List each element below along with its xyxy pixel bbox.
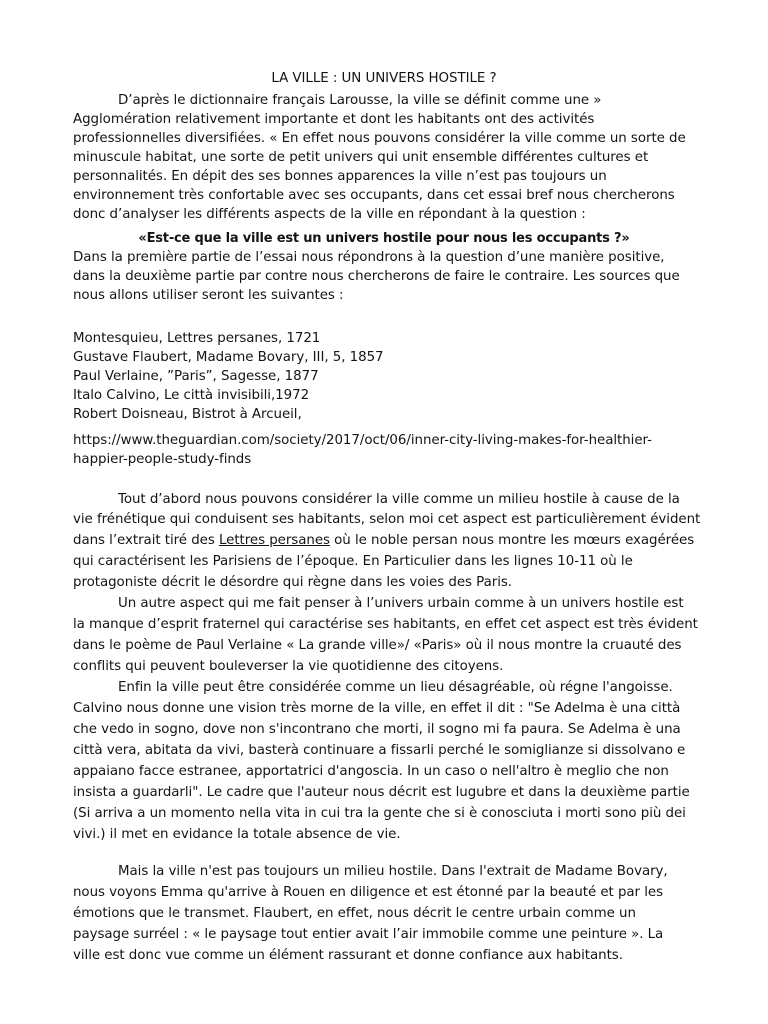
para1-line [73,532,694,550]
para4-line: ville est donc vue comme un élément rassurant et donne confiance aux habitants. [73,948,623,963]
source-url: happier-people-study-finds [73,452,252,467]
para4-line: nous voyons Emma qu'arrive à Rouen en diligence et est étonné par la beauté et par les [73,885,663,900]
para3-line: appaiano facce estranee, apportatrici d'angoscia. In un caso o nell'altro è meglio che non [73,764,669,779]
para1-line: protagoniste décrit le désordre qui règne dans les voies des Paris. [73,575,512,590]
source-item: Gustave Flaubert, Madame Bovary, III, 5, 1857 [73,350,384,365]
para1-line: qui caractérisent les Parisiens de l’époque. En Particulier dans les lignes 10-11 où le [73,554,633,569]
source-item: Robert Doisneau, Bistrot à Arcueil, [73,407,302,422]
para1-text: dans l’extrait tiré des [73,533,219,548]
para4-line: émotions que le transmet. Flaubert, en effet, nous décrit le centre urbain comme un [73,906,636,921]
para3-line: vivi.) il met en evidance la totale absence de vie. [73,827,401,842]
intro-line: environnement très confortable avec ses occupants, dans cet essai bref nous chercherons [73,188,675,203]
plan-line: Dans la première partie de l’essai nous répondrons à la question d’une manière positive, [73,250,665,265]
plan-line: nous allons utiliser seront les suivantes : [73,288,344,303]
para1-line: vie frénétique qui conduisent ses habitants, selon moi cet aspect est particulièrement évident [73,512,701,527]
para2-line: Un autre aspect qui me fait penser à l’univers urbain comme à un univers hostile est [118,596,684,611]
para2-line: conflits qui peuvent bouleverser la vie quotidienne des citoyens. [73,659,504,674]
para3-line: Calvino nous donne une vision très morne de la ville, en effet il dit : "Se Adelma è una città [73,701,681,716]
para3-line: che vedo in sogno, dove non s'incontrano che morti, il sogno mi fa paura. Se Adelma è una [73,722,681,737]
lettres-persanes-title: Lettres persanes [218,533,330,548]
intro-line: minuscule habitat, une sorte de petit univers qui unit ensemble différentes cultures et [73,150,649,165]
intro-line: D’après le dictionnaire français Larousse, la ville se définit comme une » [118,93,602,108]
source-item: Paul Verlaine, ”Paris”, Sagesse, 1877 [73,369,319,384]
para4-line: paysage surréel : « le paysage tout entier avait l’air immobile comme une peinture ». La [73,927,664,942]
para1-text: où le noble persan nous montre les mœurs exagérées [329,533,695,548]
para2-line: dans le poème de Paul Verlaine « La grande ville»/ «Paris» où il nous montre la cruauté des [73,638,682,653]
central-question: «Est-ce que la ville est un univers hostile pour nous les occupants ?» [138,231,630,246]
source-item: Italo Calvino, Le città invisibili,1972 [73,388,310,403]
intro-line: professionnelles diversifiées. « En effet nous pouvons considérer la ville comme un sorte de [73,131,686,146]
para1-line: Tout d’abord nous pouvons considérer la ville comme un milieu hostile à cause de la [118,492,680,507]
intro-line: donc d’analyser les différents aspects de la ville en répondant à la question : [73,207,586,222]
intro-line: Agglomération relativement importante et dont les habitants ont des activités [73,112,595,127]
para4-line: Mais la ville n'est pas toujours un milieu hostile. Dans l'extrait de Madame Bovary, [118,864,668,879]
page-title: LA VILLE : UN UNIVERS HOSTILE ? [271,71,497,86]
para3-line: Enfin la ville peut être considérée comme un lieu désagréable, où régne l'angoisse. [118,680,673,695]
para3-line: città vera, abitata da vivi, basterà continuare a fissarli perché le somiglianze si dissolvano e [73,743,686,758]
para3-line: (Si arriva a un momento nella vita in cui tra la gente che si è conosciuta i morti sono più dei [73,806,686,821]
source-item: Montesquieu, Lettres persanes, 1721 [73,331,321,346]
para2-line: la manque d’esprit fraternel qui caractérise ses habitants, en effet cet aspect est très évident [73,617,698,632]
source-url: https://www.theguardian.com/society/2017/oct/06/inner-city-living-makes-for-healthier- [73,433,652,448]
plan-line: dans la deuxième partie par contre nous chercherons de faire le contraire. Les sources que [73,269,680,284]
para3-line: insista a guardarli". Le cadre que l'auteur nous décrit est lugubre et dans la deuxième partie [73,785,690,800]
intro-line: personnalités. En dépit des ses bonnes apparences la ville n’est pas toujours un [73,169,607,184]
